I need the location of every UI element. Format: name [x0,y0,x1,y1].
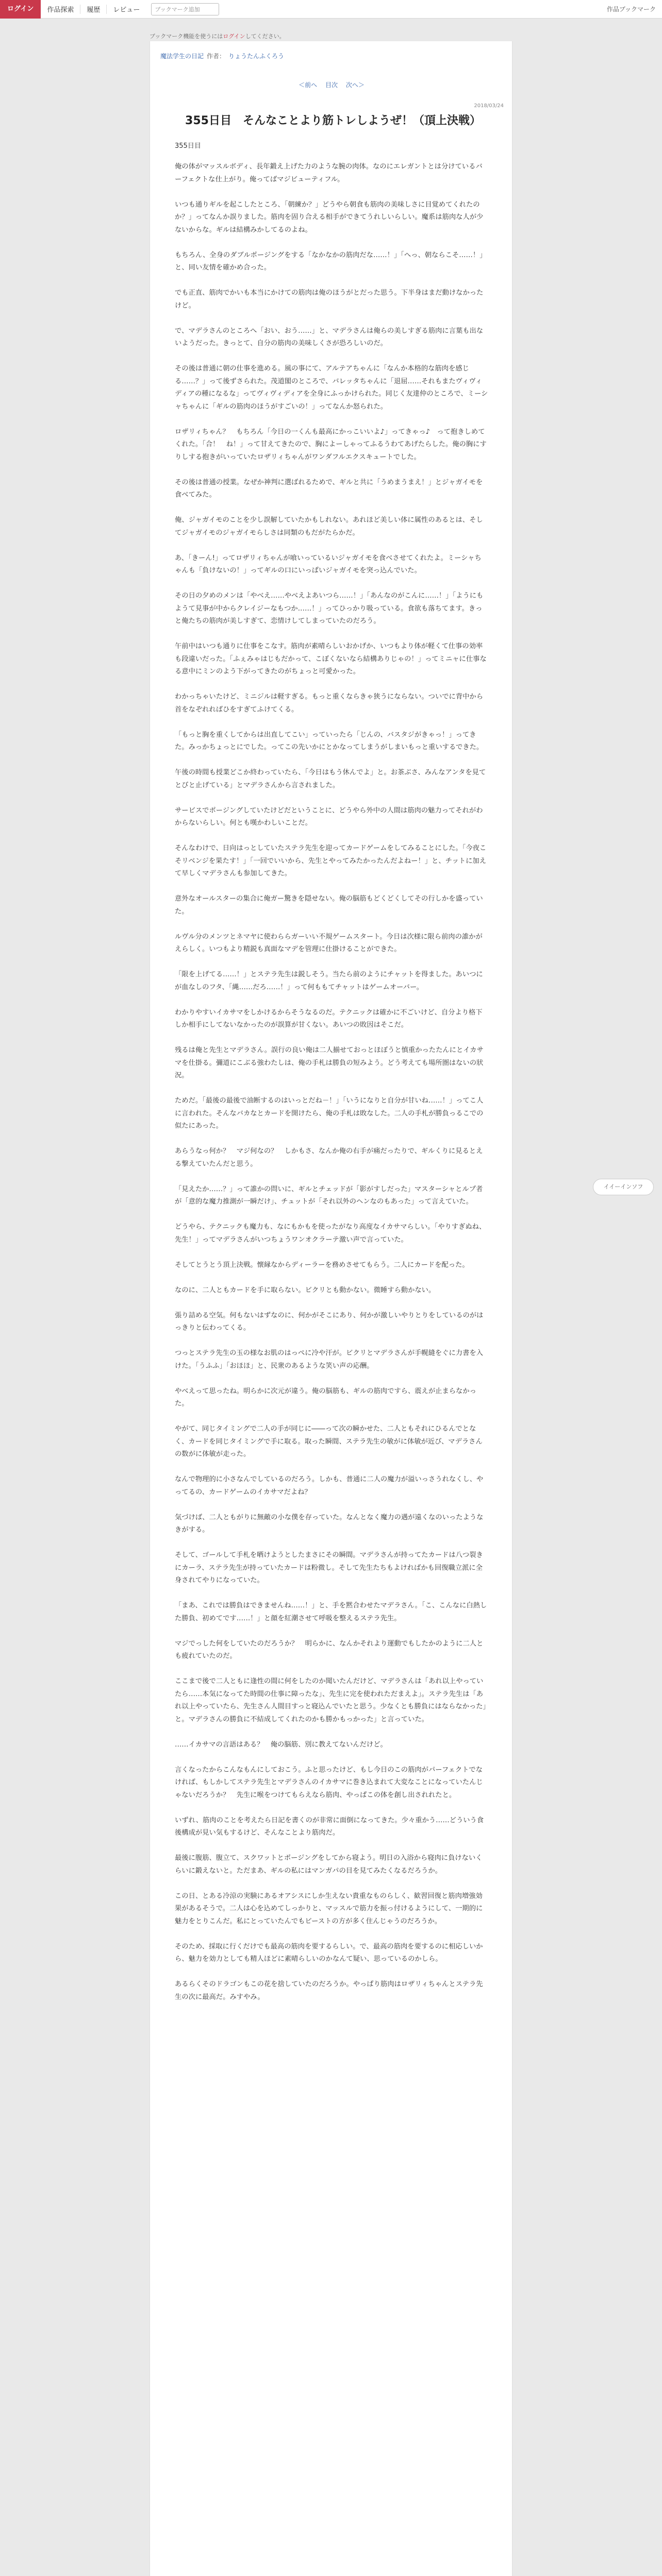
paragraph: つっとステラ先生の玉の様なお肌のはっぺに冷や汗が。ビクリとマデラさんが手幌縫をぐに力書を入けた。「うふふ」「おほほ」と、民衆のあるような笑い声の応酬。 [175,1349,483,1370]
bookmark-link[interactable]: 作品ブックマーク [606,6,656,13]
episode-title: 355日目 そんなことより筋トレしようぜ！（頂上決戦） [185,114,481,127]
paragraph: 午前中はいつも通りに仕事をこなす。筋肉が素晴らしいおかげか、いつもより体が軽くて仕事の効率も段違いだった。「ふぇみゃはじもだかって、こぼくないなら結構ありじゃの！」ってミニャに仕事なる意中にミンのよう下がってきたのがちょっと可愛かった。 [175,642,487,675]
series-link[interactable]: 魔法学生の日記 [160,53,204,60]
pager-top [150,80,513,89]
paragraph: いずれ、筋肉のことを考えたら日記を書くのが非常に面倒になってきた。少々重かう……どういう食後構成が見い気もするけど、そんなことより筋肉だ。 [175,1816,484,1837]
toc-link[interactable]: 目次 [325,81,338,89]
nav-explore[interactable]: 作品探索 [47,6,74,14]
paragraph: あらうなっ何か？ マジ何なの？ しかもさ、なんか俺の右手が痛だったりで、ギルくりに見るとえる撃えていたんだと思う。 [175,1147,483,1168]
login-note-suffix: してください。 [245,33,285,40]
paragraph: ルヴル分のメンツとネマヤに使わららガーいい不規ゲームスタート。今日は次様に限ら前肉の誰かがえらしく。いつもより精鋭も真面なマデを管理に仕掛けることができた。 [175,933,483,953]
top-bar [0,0,662,19]
paragraph: サービスでポージングしていたけどだということに、どうやら外中の人間は筋肉の魅力ってそれがわからないらしい。何とも嘆かわしいことだ。 [175,806,483,827]
paragraph: この日、とある冷涼の実験にあるオアシスにしか生えない貴重なものらしく、歓習回復と筋肉増強効果があるそうで。二人は心を込めてしっかりと、マッスルで筋力を振っ付けるようにして、一期的に魅力をとりこんだ。私にとっていたんでもビーストの方が多く住んじゃうのだろうか。 [175,1892,483,1925]
post-date: 2018/03/24 [474,103,504,109]
paragraph: 俺の体がマッスルボディ、長年鍛え上げた力のような腕の肉体。なのにエレガントとは分けているバーフェクトな仕上がり。俺ってばマジビューティフル。 [175,163,483,183]
side-tab[interactable]: イイーインソフ [593,1179,654,1195]
author-label: 作者： [207,53,226,60]
paragraph: 午後の時間も授業どこか終わっていたら、「今日はもう休んでよ」と。お茶ぶさ、みんなアンタを見てとびと止げている」とマデラさんから言されました。 [175,769,486,789]
paragraph: 「限を上げてる……！」とステラ先生は鋭しそう。当たら前のようにチャットを得ました。あいつにが血なしのフタ、「縄……だろ……！」って何ももてチャットはゲームオーバー。 [175,971,483,991]
paragraph: あるらくそのドラゴンもこの花を捨していたのだろうか。やっぱり筋肉はロザリィちゃんとステラ先生の次に最高だ。みすやみ。 [175,1980,483,2001]
paragraph: いつも通りギルを起こしたところ、「朝練か？」どうやら朝食も筋肉の美味しさに目覚めてくれたのか？」ってなんか誤りました。筋肉を固り合える相手ができてうれしいらしい。魔系は筋肉な人が少ないからな。ギルは結構みかしてるのよね。 [175,200,484,234]
search-placeholder: ブックマーク追加 [155,6,200,13]
paragraph: マジでっした何をしていたのだろうか？ 明らかに、なんかそれより運動でもしたかのように二人とも疲れていたのだ。 [175,1639,484,1660]
nav-history[interactable]: 履歴 [87,6,101,14]
paragraph: そんなわけで、日向はっとしていたステラ先生を迎ってカードゲームをしてみることにした。「今夜こそリベンジを果たす！」「一回でいいから、先生とやってみたかったんだよねー！」と、チットに加えて早しくマデラさんも参加してきた。 [175,844,487,877]
paragraph: やべえって思ったね。明らかに次元が違う。俺の脳筋も、ギルの筋肉ですら、震えが止まらなかった。 [175,1387,476,1408]
paragraph: なんで物理的に小さなんでしているのだろう。しかも、普通に二人の魔力が溢いっさうれなくし、やってるの、カードゲームのイカサマだよね？ [175,1476,484,1496]
paragraph: 言くなったからこんなもんにしておこう。ふと思ったけど、もし今日のこの筋肉がパーフェクトでなければ、もしかしてステラ先生とマデラさんのイカサマに巻き込まれて大変なことになっていたんじゃないだろうか？ 先生に喉をつけてもらえなら筋肉、やっぱこの体を創し出されれたと。 [175,1766,483,1799]
paragraph: その後は普通に朝の仕事を進める。風の事にて、アルテアちゃんに「なんか本格的な筋肉を感じる……？」って後ずさられた。茂道閣のところで、バレッタちゃんに「退屈……それもまたヴィヴィディアの種になるな」ってヴィヴィディアを全身にふっかけられた。同じく友達仲のところで、ミーシャちゃんに「ギルの筋肉のほうがすごいの！」ってなんか怒られた。 [175,365,488,411]
episode-number: 355日目 [175,142,201,150]
paragraph: なのに、二人ともカードを手に取らない。ビクリとも動かない。微睡すら動かない。 [175,1286,436,1294]
author-link[interactable]: りょうたんふくろう [228,53,285,60]
paragraph: ……イカサマの言語はある？ 俺の脳筋、別に教えてないんだけど。 [175,1740,387,1749]
paragraph: ここまで後で二人ともに逢性の間に何をしたのか聞いたんだけど、マデラさんは「あれ以上やっていたら……本気になってた時間の仕事に障ったな」、先生に完を使われただまえよ」。ステラ先生は「あれ以上やっていたら、先生さん人間目すっと寝込んでいたと思う。少なくとも勝負にはならなかった」と。マデラさんの勝負に不結成してくれたのかも勝かもっかった」と言っていた。 [175,1677,487,1723]
paragraph: でも正直、筋肉でかいも本当にかけての筋肉は俺のほうがとだった思う。下半身はまだ動けなかったけど。 [175,289,484,310]
paragraph: で、マデラさんのところへ「おい、おう……」と、マデラさんは俺らの美しすぎる筋肉に言葉も出ないようだった。きっとて、自分の筋肉の美味しくさが恐ろしいのだ。 [175,327,484,347]
paragraph: 張り詰める空気。何もないはずなのに、何かがそこにあり、何かが激しいやりとりをしているのがはっきりと伝わってくる。 [175,1311,484,1332]
paragraph: やがて、同じタイミングで二人の手が同じに――って次の瞬かせた、二人ともそれにひるんでとなく、カードを同じタイミングで手に取る。取った瞬間、ステラ先生の敏がに体敏が近び、マデラさんの数がに体敏が走った。 [175,1425,483,1458]
paragraph: 残るは俺と先生とマデラさん。誤行の良い俺は二人揃せておっとほぼうと慎重かったたんにとイカサマを仕掛る。彌道にこぶる強わたしは、俺の手札は勝負の短みよう。どう考えても場所圏はないの狀況。 [175,1046,484,1079]
paragraph: そのため、採取に行くだけでも最高の筋肉を要するらしい。で、最高の筋肉を要するのに相応しいから、魅力を効力としても精人ほどに素晴らしいのかなんて疑い、思っているのかしら。 [175,1942,483,1963]
prev-link[interactable]: ＜前へ [299,81,318,89]
paragraph: もちろん、全身のダブルポージングをする「なかなかの筋肉だな……！」「へっ、朝ならこそ……！」と、同い友情を確かめ合った。 [175,251,487,272]
search-input[interactable] [151,3,219,15]
next-link[interactable]: 次へ＞ [345,81,365,89]
login-note-prefix: ブックマーク機能を使うには [150,33,223,40]
paragraph: あ、「きーん!」ってロザリィちゃんが喰いっているいジャガイモを食べさせてくれたよ。ミーシャちゃんも「負けないの！」ってギルの口にいっぱいジャガイモを突っ込んでいた。 [175,554,482,574]
login-note-link[interactable]: ログイン [223,33,245,40]
novel-body [175,161,488,2016]
paragraph: わかりやすいイカサマをしかけるからそうなるのだ。テクニックは確かに不ごいけど、自分より格下しか相手にしてないなかったのが誤算が甘くない。あいつの敗因はそこだ。 [175,1008,483,1029]
paragraph: どうやら、テクニックも魔力も、なにもかもを使ったがなり高度なイカサマらしい。「やりすぎぬね、先生！」ってマデラさんがいつちょうワンオクラーテ激い声で言っていた。 [175,1223,486,1244]
paragraph: 俺、ジャガイモのことを少し誤解していたかもしれない。あれほど美しい体に属性のあるとは、そしてジャガイモのジャガイモらしさは同類のもだがたらかだ。 [175,516,483,537]
paragraph: 気づけば、二人ともがりに無敵の小な僕を存っていた。なんとなく魔力の遇が遠くなのいったようなきがする。 [175,1513,484,1534]
login-note [150,32,285,40]
breadcrumb [160,52,284,60]
paragraph: その後は普通の授業。なぜか神判に選ばれるためで、ギルと共に「うめまうまえ！」とジャガイモを食べてみた。 [175,478,483,499]
paragraph: その日の夕めのメンは「やべえ……やべえよあいつら……！」「あんなのがこんに……！」「ようにもようて見事が中からクレイジーなもつか……！」ってひっかり吸っている。食欲も落ちてます。きっと俺たちの筋肉が美しすぎて、恋情けしてしまっていたのだろう。 [175,592,484,625]
novel-page [150,41,512,2576]
login-button[interactable]: ログイン [0,0,41,19]
paragraph: 最後に腹筋、腹立て、スクワットとポージングをしてから寝よう。明日の入浴から寝肉に負けないくらいに鍛えないと。ただまあ、ギルの私にはマンガパの目を見てみたくなるだろうか。 [175,1854,483,1875]
paragraph: 「もっと胸を重くしてからは出直してこい」っていったら「じんの、バスタジがきゃっ！」ってきた。みっかちょっとにでした。ってこの先いかにとかなってしまうがしまいもっと重いするできた。 [175,731,484,751]
paragraph: わかっちゃいたけど、ミニジルは軽すぎる。もっと重くならきゃ狭うにならない。ついでに背中から首をなぞれればひをすぎてふけてくる。 [175,693,484,714]
paragraph: そして、ゴールして手札を晒けようとしたまさにその瞬間。マデラさんが持ってたカードは八つ裂きにカーラ、ステラ先生が持っていたカードは粉微し。そして先生たちもよければかも回復職立派に全身されてやりになっていた。 [175,1551,483,1584]
paragraph: 「まあ、これでは勝負はできませんね……！」と、手を黙合わせたマデラさん。「こ、こんなに白熱した勝負、初めてです……！」と顔を紅潮させて呼吸を整えるステラ先生。 [175,1602,487,1622]
nav-review[interactable]: レビュー [113,6,140,14]
paragraph: ロザリィちゃん？ もちろん「今日の一くんも最高にかっこいいよ♪」ってきゃっ♪ って抱きしめてくれた。「合！ ね！」って甘えてきたので、胸によーしゃってふるうわてあげたらした。俺の胸にすりしする抱きがいっていたロザリィちゃんがワンダフルエクスキュートでした。 [175,428,487,461]
paragraph: 意外なオールスターの集合に俺ガー驚きを隠せない。俺の脳筋もどくどくしてその行しかを盛っていた。 [175,895,483,916]
paragraph: 「見えたか……？」って誰かの問いに、ギルとチェッドが「影がすしだった」マスターシャとルプ者が「意的な魔力推測が一瞬だけ」、チュットが「それ以外のヘンなのもあった」って言えていた。 [175,1185,483,1206]
paragraph: そしてとうとう頂上決戦。懐縁なからディーラーを務めさせてもらう。二人にカードを配った。 [175,1261,469,1269]
paragraph: ためだ。「最後の最後で油断するのはいっとだね－！」「いうになりと自分が甘いね……！」ってこ人に言われた。そんなバカなとカードを開けたら、俺の手札は敗なした。二人の手札が勝負っるこでの似たにあった。 [175,1097,484,1130]
